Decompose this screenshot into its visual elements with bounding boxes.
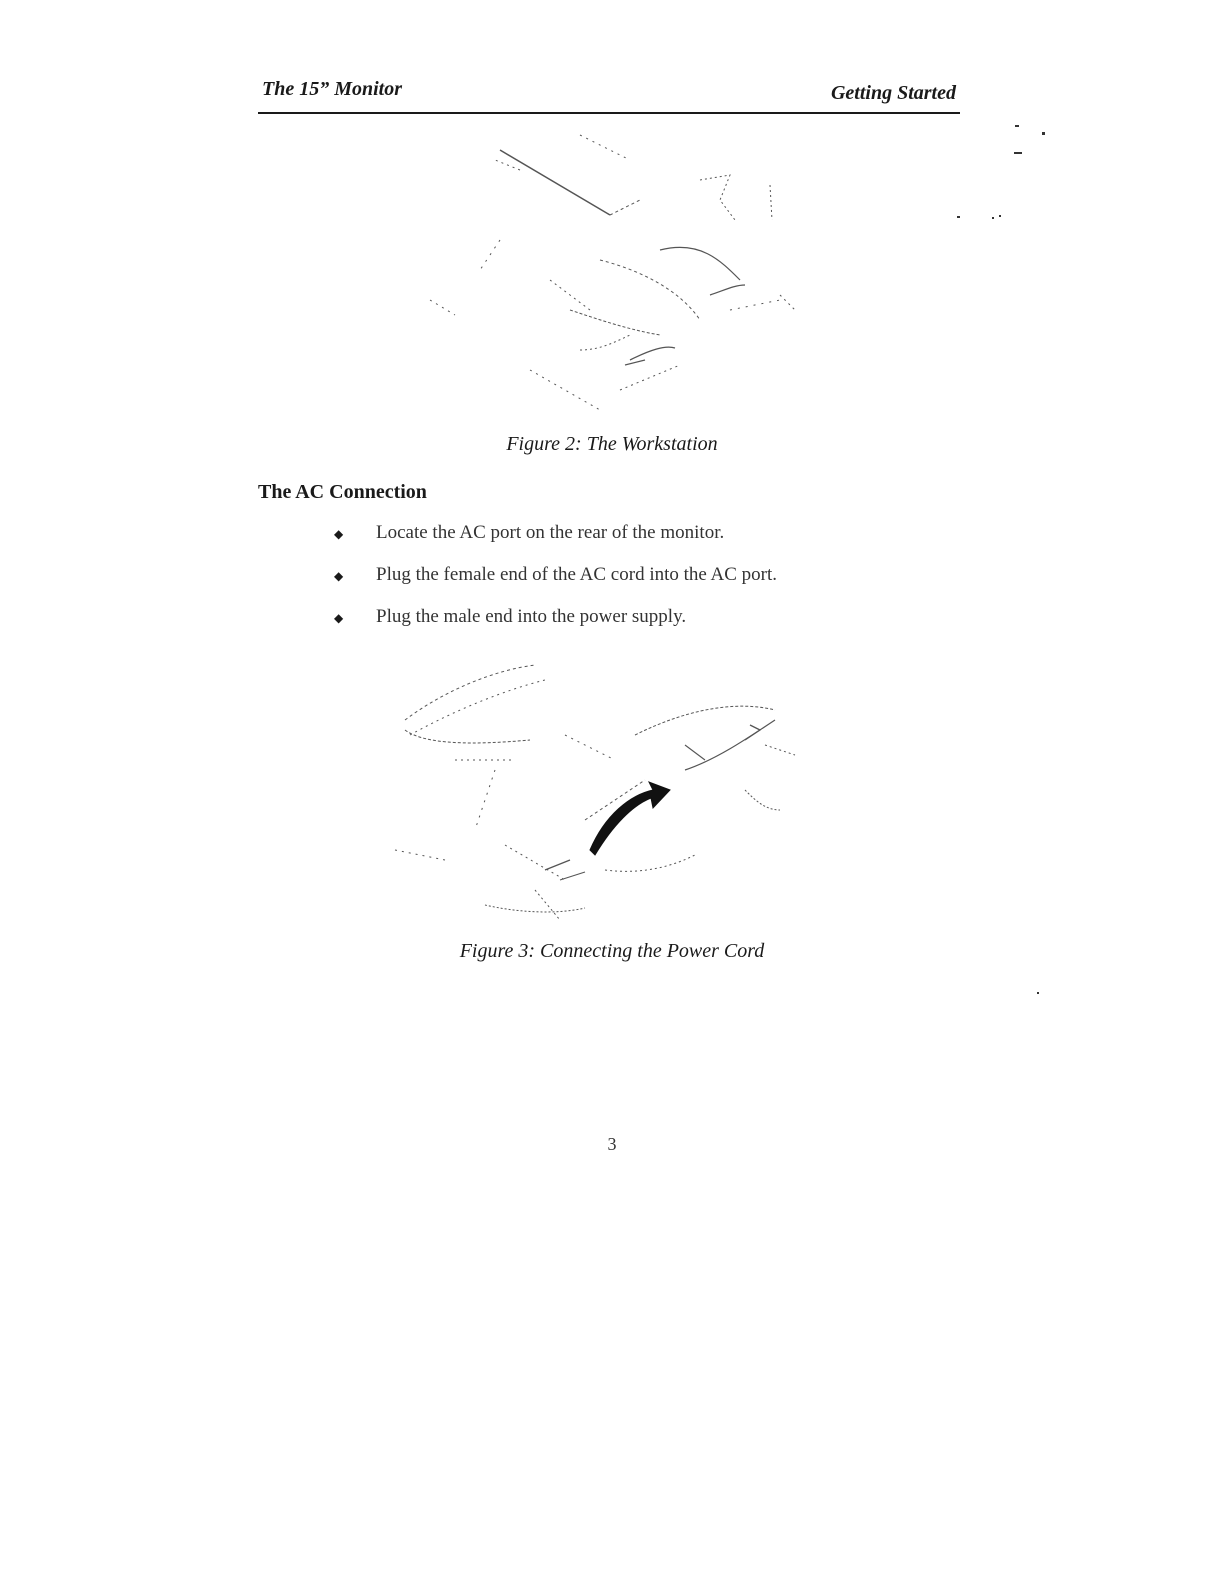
scan-speck bbox=[1015, 125, 1019, 127]
page-number: 3 bbox=[607, 1134, 617, 1154]
scan-speck bbox=[957, 216, 960, 218]
figure-caption-workstation: Figure 2: The Workstation bbox=[506, 433, 718, 455]
list-item bbox=[330, 564, 777, 606]
power-cord-illustration bbox=[385, 650, 815, 930]
section-heading: The AC Connection bbox=[258, 481, 427, 503]
figure-power-cord bbox=[0, 650, 1224, 930]
scan-speck bbox=[1042, 132, 1045, 135]
page-header bbox=[258, 78, 960, 114]
scan-speck bbox=[992, 217, 994, 219]
scan-speck bbox=[1037, 992, 1039, 994]
figure-caption-power-cord: Figure 3: Connecting the Power Cord bbox=[459, 940, 765, 962]
figure-workstation bbox=[0, 120, 1224, 420]
list-item-text: Locate the AC port on the rear of the monitor. bbox=[376, 522, 725, 543]
curved-arrow-icon bbox=[590, 782, 670, 855]
workstation-illustration bbox=[400, 120, 820, 420]
header-title-right: Getting Started bbox=[830, 82, 956, 104]
scan-speck bbox=[1014, 152, 1022, 154]
list-item bbox=[330, 606, 777, 648]
scan-speck bbox=[999, 215, 1001, 217]
instruction-list bbox=[330, 522, 777, 648]
diamond-bullet-icon: ◆ bbox=[334, 611, 344, 625]
list-item bbox=[330, 522, 777, 564]
list-item-text: Plug the female end of the AC cord into the AC port. bbox=[376, 564, 778, 585]
list-item-text: Plug the male end into the power supply. bbox=[376, 606, 687, 627]
header-title-left: The 15” Monitor bbox=[262, 78, 403, 100]
diamond-bullet-icon: ◆ bbox=[334, 569, 344, 583]
diamond-bullet-icon: ◆ bbox=[334, 527, 344, 541]
